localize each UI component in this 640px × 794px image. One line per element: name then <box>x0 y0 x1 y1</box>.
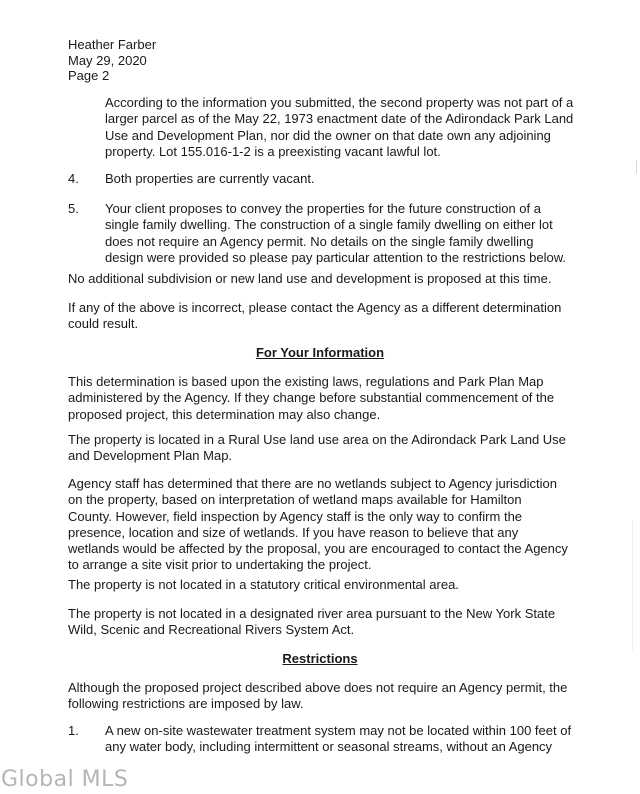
item-5-text: Your client proposes to convey the properties for the future construction of a single family dwelling. The construction of a single family dwelling on either lot does not require an Agency permit. No details on the single family dwelling design were provided so please pay particular attention to the restrictions below. <box>105 201 567 265</box>
item-4-text: Both properties are currently vacant. <box>105 171 315 186</box>
restrictions-intro-paragraph: Although the proposed project described above does not require an Agency permit, the following restrictions are imposed by law. <box>68 680 568 712</box>
no-subdivision-paragraph: No additional subdivision or new land use and development is proposed at this time. <box>68 271 552 286</box>
scan-edge-mark <box>636 160 637 174</box>
restriction-1-text: A new on-site wastewater treatment system may not be located within 100 feet of any water body, including intermittent or seasonal streams, without an Agency <box>105 723 572 755</box>
fyi-critical-area-paragraph: The property is not located in a statutory critical environmental area. <box>68 577 459 592</box>
fyi-heading: For Your Information <box>255 345 385 360</box>
recipient-name: Heather Farber <box>68 37 157 52</box>
fyi-wetlands-paragraph: Agency staff has determined that there are no wetlands subject to Agency jurisdiction on the property, based on interpretation of wetland maps available for Hamilton County. However, field inspection by Agency staff is the only way to confirm the presence, location and size of wetlands. If you have reason to believe that any wetlands would be affected by the proposal, you are encouraged to contact the Agency to arrange a site visit prior to undertaking the project. <box>68 476 568 573</box>
restrictions-heading: Restrictions <box>282 651 358 666</box>
fyi-river-area-paragraph: The property is not located in a designated river area pursuant to the New York State Wild, Scenic and Recreational Rivers System Act. <box>68 606 556 638</box>
item-4-number: 4. <box>68 171 79 186</box>
restriction-1-number: 1. <box>68 723 79 738</box>
fyi-determination-paragraph: This determination is based upon the existing laws, regulations and Park Plan Map administered by the Agency. If they change before substantial commencement of the proposed project, this determination may also change. <box>68 374 555 422</box>
letter-header <box>68 37 156 84</box>
incorrect-info-paragraph: If any of the above is incorrect, please contact the Agency as a different determination could result. <box>68 300 562 332</box>
continued-item-text: According to the information you submitted, the second property was not part of a larger parcel as of the May 22, 1973 enactment date of the Adirondack Park Land Use and Development Plan, nor did the owner on that date own any adjoining property. Lot 155.016-1-2 is a preexisting vacant lawful lot. <box>105 95 574 159</box>
mls-watermark: Global MLS <box>1 767 129 792</box>
scan-edge-mark <box>632 520 633 650</box>
page-number: Page 2 <box>68 68 110 83</box>
item-5-number: 5. <box>68 201 79 216</box>
fyi-land-use-paragraph: The property is located in a Rural Use land use area on the Adirondack Park Land Use and Development Plan Map. <box>68 432 566 464</box>
letter-date: May 29, 2020 <box>68 52 147 68</box>
